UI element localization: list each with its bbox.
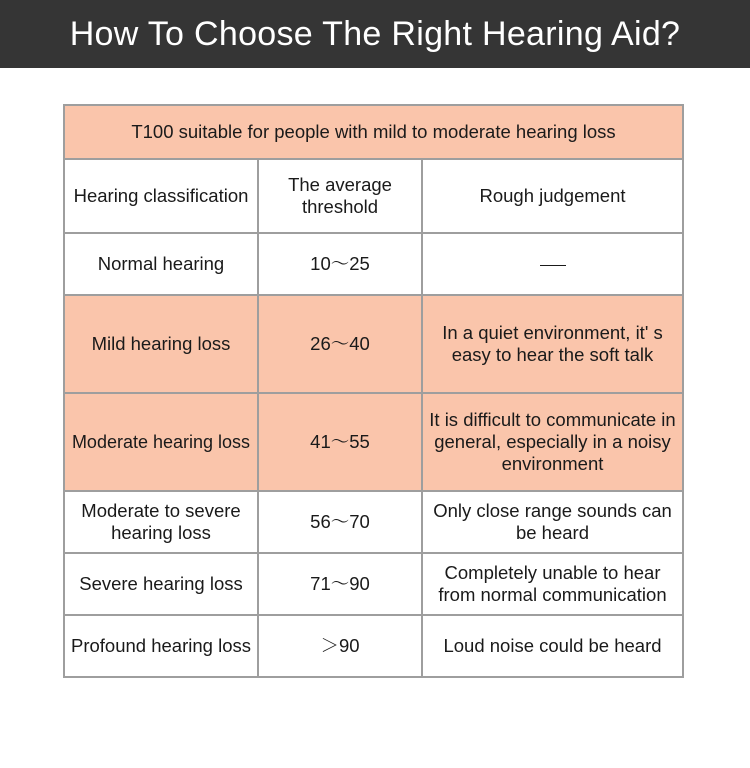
- table-row: [64, 491, 683, 553]
- table-row: [64, 553, 683, 615]
- table-row: [64, 615, 683, 677]
- judgement-cell: Only close range sounds can be heard: [422, 491, 683, 553]
- judgement-cell: Completely unable to hear from normal communication: [422, 553, 683, 615]
- threshold-cell: 10～25: [258, 233, 422, 295]
- column-header-judgement: Rough judgement: [422, 159, 683, 233]
- classification-cell: Moderate hearing loss: [64, 393, 258, 491]
- title-banner: [0, 0, 750, 68]
- classification-cell: Profound hearing loss: [64, 615, 258, 677]
- page-title: How To Choose The Right Hearing Aid?: [69, 14, 681, 53]
- column-header-threshold: The average threshold: [258, 159, 422, 233]
- judgement-cell: Loud noise could be heard: [422, 615, 683, 677]
- classification-cell: Mild hearing loss: [64, 295, 258, 393]
- threshold-cell: 26～40: [258, 295, 422, 393]
- table-caption: T100 suitable for people with mild to moderate hearing loss: [64, 105, 683, 159]
- column-header-classification: Hearing classification: [64, 159, 258, 233]
- table-row: [64, 295, 683, 393]
- judgement-cell: [422, 233, 683, 295]
- classification-cell: Moderate to severe hearing loss: [64, 491, 258, 553]
- classification-cell: Normal hearing: [64, 233, 258, 295]
- judgement-cell: In a quiet environment, it' s easy to hear the soft talk: [422, 295, 683, 393]
- dash-mark: [540, 265, 566, 266]
- hearing-classification-table: [63, 104, 684, 678]
- threshold-cell: 56～70: [258, 491, 422, 553]
- threshold-cell: ＞90: [258, 615, 422, 677]
- table-row: [64, 393, 683, 491]
- threshold-cell: 71～90: [258, 553, 422, 615]
- table-row: [64, 233, 683, 295]
- judgement-cell: It is difficult to communicate in general, especially in a noisy environment: [422, 393, 683, 491]
- classification-cell: Severe hearing loss: [64, 553, 258, 615]
- threshold-cell: 41～55: [258, 393, 422, 491]
